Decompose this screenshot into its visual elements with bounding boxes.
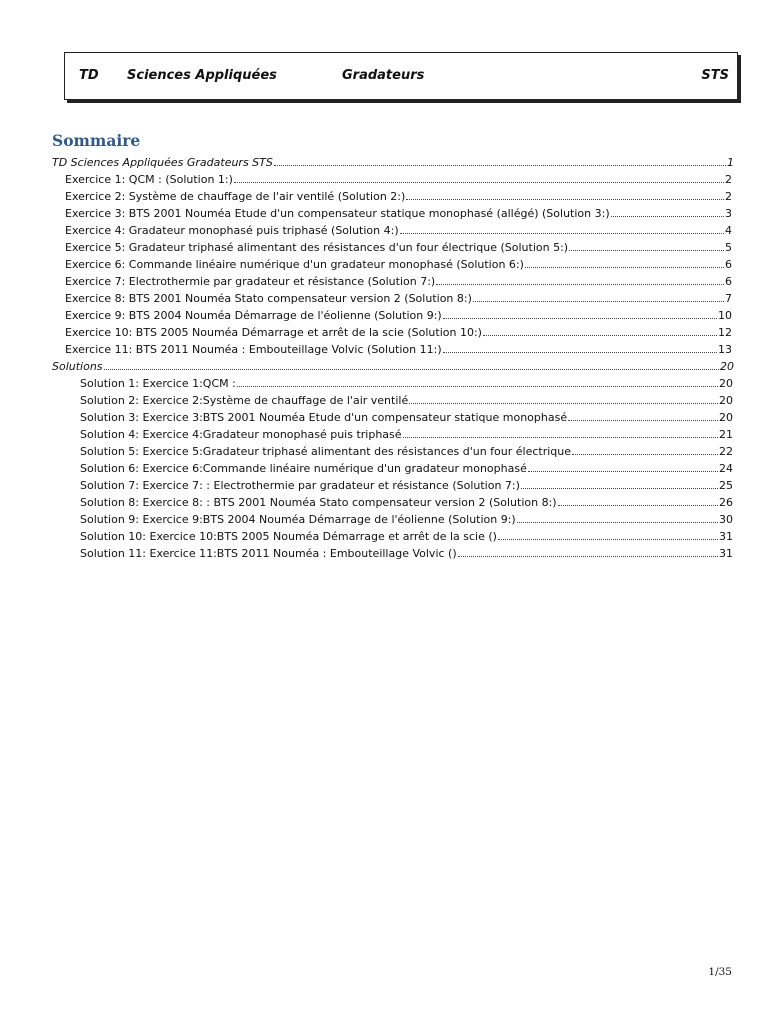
toc-dot-leader xyxy=(458,547,718,557)
toc-dot-leader xyxy=(104,360,719,370)
toc-dot-leader xyxy=(525,258,724,268)
toc-dot-leader xyxy=(403,428,718,438)
toc-dot-leader xyxy=(521,479,718,489)
toc-entry-page: 6 xyxy=(725,275,732,288)
toc-entry[interactable] xyxy=(52,360,734,377)
toc-entry-title: Solution 11: Exercice 11:BTS 2011 Nouméa : Embouteillage Volvic () xyxy=(80,547,457,560)
toc-entry-title: Solutions xyxy=(52,360,103,373)
toc-entry[interactable] xyxy=(52,156,734,173)
toc-entry-title: Exercice 4: Gradateur monophasé puis triphasé (Solution 4:) xyxy=(65,224,399,237)
toc-entry[interactable] xyxy=(80,547,733,564)
toc-dot-leader xyxy=(237,377,718,387)
toc-entry[interactable] xyxy=(65,275,732,292)
toc-entry-title: Solution 6: Exercice 6:Commande linéaire numérique d'un gradateur monophasé xyxy=(80,462,527,475)
toc-entry[interactable] xyxy=(80,479,733,496)
toc-dot-leader xyxy=(436,275,724,285)
toc-dot-leader xyxy=(406,190,724,200)
toc-dot-leader xyxy=(473,292,724,302)
toc-entry-page: 3 xyxy=(725,207,732,220)
toc-dot-leader xyxy=(409,394,718,404)
header-topic: Gradateurs xyxy=(342,68,425,83)
toc-entry-title: Solution 3: Exercice 3:BTS 2001 Nouméa Etude d'un compensateur statique monophasé xyxy=(80,411,568,424)
toc-entry[interactable] xyxy=(65,190,732,207)
toc-dot-leader xyxy=(274,156,726,166)
toc-dot-leader xyxy=(498,530,718,540)
toc-entry-page: 26 xyxy=(719,496,733,509)
toc-entry-page: 6 xyxy=(725,258,732,271)
toc-dot-leader xyxy=(568,411,718,421)
toc-entry-page: 1 xyxy=(727,156,734,169)
page-number: 1/35 xyxy=(708,966,732,978)
toc-entry-title: Exercice 2: Système de chauffage de l'air ventilé (Solution 2:) xyxy=(65,190,406,203)
toc-entry-page: 31 xyxy=(719,547,733,560)
toc-entry-page: 5 xyxy=(725,241,732,254)
toc-dot-leader xyxy=(611,207,724,217)
toc-dot-leader xyxy=(483,326,717,336)
toc-entry[interactable] xyxy=(65,343,732,360)
toc-entry-title: Exercice 7: Electrothermie par gradateur et résistance (Solution 7:) xyxy=(65,275,436,288)
toc-entry[interactable] xyxy=(65,309,732,326)
toc-entry-page: 13 xyxy=(718,343,732,356)
toc-dot-leader xyxy=(234,173,724,183)
toc-entry-page: 25 xyxy=(719,479,733,492)
toc-dot-leader xyxy=(558,496,718,506)
toc-entry-page: 20 xyxy=(719,394,733,407)
toc-dot-leader xyxy=(400,224,724,234)
header-subject: Sciences Appliquées xyxy=(127,68,277,83)
toc-dot-leader xyxy=(569,241,724,251)
toc-entry-title: Exercice 5: Gradateur triphasé alimentant des résistances d'un four électrique (Solution 5:) xyxy=(65,241,569,254)
toc-entry-page: 31 xyxy=(719,530,733,543)
toc-entry-page: 7 xyxy=(725,292,732,305)
toc-entry[interactable] xyxy=(65,207,732,224)
toc-dot-leader xyxy=(443,343,717,353)
toc-entry-title: Solution 10: Exercice 10:BTS 2005 Nouméa Démarrage et arrêt de la scie () xyxy=(80,530,497,543)
toc-entry[interactable] xyxy=(65,292,732,309)
toc-dot-leader xyxy=(528,462,718,472)
toc-dot-leader xyxy=(517,513,718,523)
toc-entry-page: 21 xyxy=(719,428,733,441)
toc-entry-title: Exercice 6: Commande linéaire numérique d'un gradateur monophasé (Solution 6:) xyxy=(65,258,524,271)
toc-entry-page: 24 xyxy=(719,462,733,475)
toc-entry[interactable] xyxy=(80,445,733,462)
toc-entry-page: 20 xyxy=(719,411,733,424)
toc-entry[interactable] xyxy=(80,411,733,428)
toc-entry-page: 4 xyxy=(725,224,732,237)
toc-entry[interactable] xyxy=(65,224,732,241)
toc-entry-page: 20 xyxy=(719,377,733,390)
toc-entry[interactable] xyxy=(80,394,733,411)
header-level: STS xyxy=(701,68,729,83)
toc-entry-title: Exercice 9: BTS 2004 Nouméa Démarrage de l'éolienne (Solution 9:) xyxy=(65,309,442,322)
toc-entry-page: 30 xyxy=(719,513,733,526)
toc-entry-title: Solution 4: Exercice 4:Gradateur monophasé puis triphasé xyxy=(80,428,402,441)
toc-entry-title: Exercice 8: BTS 2001 Nouméa Stato compensateur version 2 (Solution 8:) xyxy=(65,292,472,305)
toc-entry-page: 2 xyxy=(725,190,732,203)
toc-entry-title: Solution 2: Exercice 2:Système de chauffage de l'air ventilé xyxy=(80,394,409,407)
toc-entry[interactable] xyxy=(80,428,733,445)
toc-title: Sommaire xyxy=(52,131,141,150)
toc-entry[interactable] xyxy=(65,258,732,275)
toc-entry[interactable] xyxy=(65,173,732,190)
toc-entry-title: Solution 1: Exercice 1:QCM : xyxy=(80,377,236,390)
toc-entry[interactable] xyxy=(80,496,733,513)
toc-entry-page: 12 xyxy=(718,326,732,339)
toc-entry-page: 22 xyxy=(719,445,733,458)
toc-entry-title: Exercice 10: BTS 2005 Nouméa Démarrage et arrêt de la scie (Solution 10:) xyxy=(65,326,482,339)
toc-entry[interactable] xyxy=(80,462,733,479)
toc-entry[interactable] xyxy=(65,241,732,258)
toc-entry-title: TD Sciences Appliquées Gradateurs STS xyxy=(52,156,273,169)
toc-entry-title: Exercice 11: BTS 2011 Nouméa : Embouteillage Volvic (Solution 11:) xyxy=(65,343,442,356)
toc-entry-page: 2 xyxy=(725,173,732,186)
toc-entry[interactable] xyxy=(80,377,733,394)
toc-entry-title: Solution 8: Exercice 8: : BTS 2001 Nouméa Stato compensateur version 2 (Solution 8:) xyxy=(80,496,557,509)
toc-entry-title: Exercice 1: QCM : (Solution 1:) xyxy=(65,173,233,186)
toc-entry-title: Exercice 3: BTS 2001 Nouméa Etude d'un compensateur statique monophasé (allégé) (Solution 3:) xyxy=(65,207,610,220)
document-header xyxy=(64,52,738,100)
toc-entry-title: Solution 7: Exercice 7: : Electrothermie par gradateur et résistance (Solution 7:) xyxy=(80,479,520,492)
toc-entry[interactable] xyxy=(65,326,732,343)
toc-entry[interactable] xyxy=(80,530,733,547)
toc-entry-title: Solution 9: Exercice 9:BTS 2004 Nouméa Démarrage de l'éolienne (Solution 9:) xyxy=(80,513,516,526)
toc-entry[interactable] xyxy=(80,513,733,530)
toc-entry-page: 10 xyxy=(718,309,732,322)
toc-entry-title: Solution 5: Exercice 5:Gradateur triphasé alimentant des résistances d'un four électrique xyxy=(80,445,572,458)
toc-entry-page: 20 xyxy=(720,360,734,373)
toc-dot-leader xyxy=(572,445,718,455)
toc-dot-leader xyxy=(443,309,717,319)
header-td: TD xyxy=(79,68,99,83)
